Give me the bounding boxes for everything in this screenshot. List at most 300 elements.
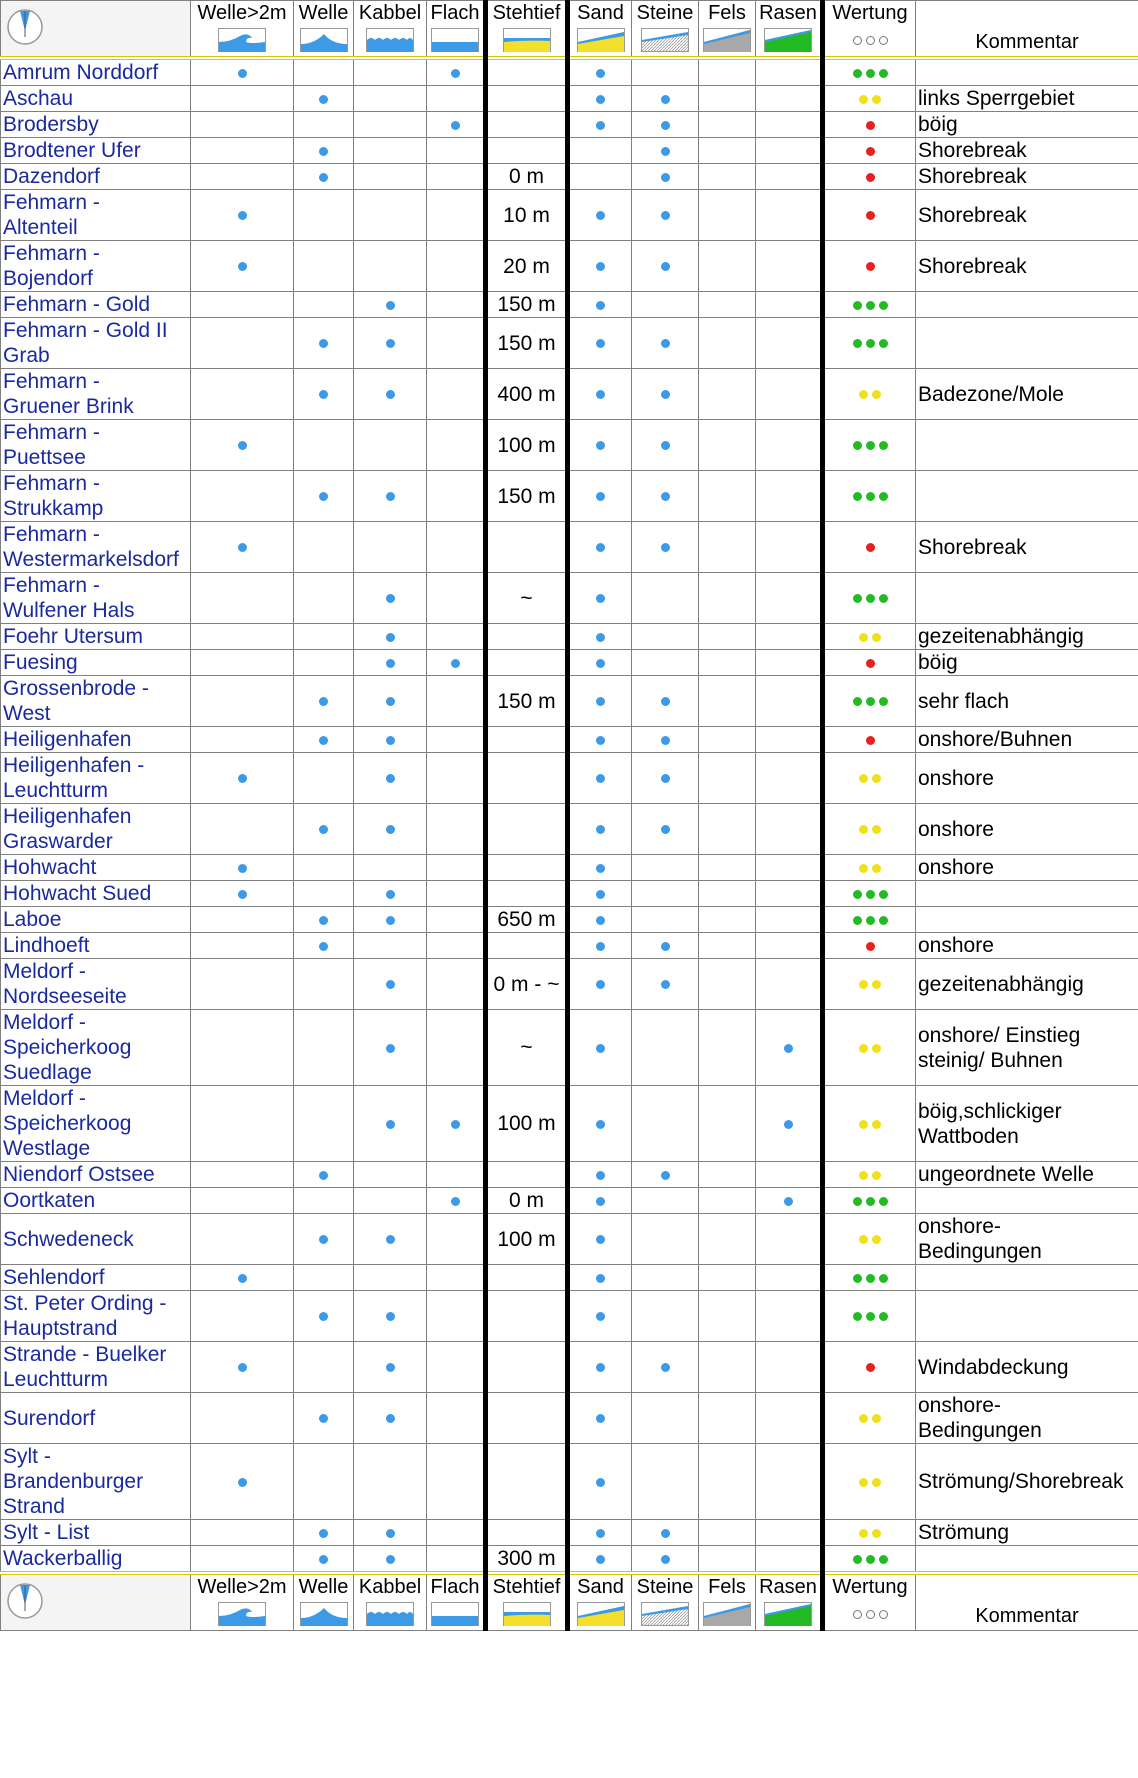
comment-cell: sehr flach <box>916 676 1138 727</box>
column-header-stehtief <box>486 1573 568 1631</box>
spot-link[interactable] <box>3 574 135 622</box>
flag-cell <box>756 676 823 727</box>
rating-cell <box>823 369 916 420</box>
big-wave-icon <box>218 28 266 52</box>
flag-cell <box>699 573 756 624</box>
flag-cell <box>354 522 427 573</box>
spot-link[interactable] <box>3 370 134 418</box>
rating-dot <box>866 659 875 668</box>
column-header-fels <box>699 1573 756 1631</box>
spot-link[interactable] <box>3 882 151 905</box>
flag-cell <box>354 1546 427 1574</box>
table-row <box>1 164 1138 190</box>
flag-cell <box>632 907 699 933</box>
comment-cell <box>916 292 1138 318</box>
flag-cell <box>756 1214 823 1265</box>
marker-dot <box>386 390 395 399</box>
spot-name-cell <box>1 1291 191 1342</box>
spot-link[interactable] <box>3 728 131 751</box>
flag-cell <box>191 855 294 881</box>
flag-cell <box>699 1342 756 1393</box>
spot-link[interactable] <box>3 1521 89 1544</box>
spot-name-line: Fehmarn - <box>3 191 100 214</box>
rating-dot <box>866 543 875 552</box>
spot-link[interactable] <box>3 87 73 110</box>
flag-cell <box>568 933 632 959</box>
flag-cell <box>427 58 486 86</box>
flag-cell <box>354 86 427 112</box>
flag-cell <box>699 1393 756 1444</box>
column-header-kommentar <box>916 1573 1138 1631</box>
column-header-label: Kommentar <box>975 31 1079 53</box>
flag-cell <box>354 933 427 959</box>
spot-name-cell <box>1 881 191 907</box>
comment-cell: onshore <box>916 855 1138 881</box>
spot-link[interactable] <box>3 651 78 674</box>
rating-dot <box>872 1478 881 1487</box>
rating-dot <box>853 492 862 501</box>
flag-cell <box>699 624 756 650</box>
rating-dot <box>859 1044 868 1053</box>
rating-dot <box>853 339 862 348</box>
rating-dot <box>879 890 888 899</box>
rating-dot <box>866 121 875 130</box>
flag-cell <box>294 318 354 369</box>
rating-dot <box>859 1235 868 1244</box>
comment-cell: onshore <box>916 933 1138 959</box>
spot-name-cell <box>1 292 191 318</box>
spot-link[interactable] <box>3 1163 155 1186</box>
marker-dot <box>386 697 395 706</box>
spot-link[interactable] <box>3 1407 95 1430</box>
flag-cell <box>632 1162 699 1188</box>
table-row <box>1 881 1138 907</box>
wave-icon <box>300 1602 348 1626</box>
rating-dot <box>859 825 868 834</box>
spot-link[interactable] <box>3 293 150 316</box>
comment-cell <box>916 573 1138 624</box>
flag-cell <box>756 855 823 881</box>
marker-dot <box>661 121 670 130</box>
flag-cell <box>699 959 756 1010</box>
spot-link[interactable] <box>3 908 61 931</box>
table-row <box>1 1291 1138 1342</box>
spot-link[interactable] <box>3 421 100 469</box>
comment-cell <box>916 1188 1138 1214</box>
flag-cell <box>294 164 354 190</box>
rating-cell <box>823 292 916 318</box>
rating-dot <box>859 1171 868 1180</box>
spot-link[interactable] <box>3 625 143 648</box>
flag-cell <box>568 1520 632 1546</box>
flag-cell <box>632 112 699 138</box>
flag-cell <box>699 881 756 907</box>
spot-name-line: Hauptstrand <box>3 1317 118 1340</box>
rating-dot <box>866 147 875 156</box>
rating-cell <box>823 1265 916 1291</box>
spot-name-line: Leuchtturm <box>3 779 109 802</box>
flag-cell <box>354 471 427 522</box>
standing-depth-cell: 300 m <box>486 1546 568 1574</box>
rating-cell <box>823 933 916 959</box>
flag-cell <box>427 650 486 676</box>
marker-dot <box>386 1120 395 1129</box>
spot-link[interactable] <box>3 113 99 136</box>
flag-cell <box>568 471 632 522</box>
flag-cell <box>294 369 354 420</box>
spot-name-line: Fuesing <box>3 651 78 674</box>
marker-dot <box>386 301 395 310</box>
spot-link[interactable] <box>3 319 168 367</box>
flag-cell <box>699 164 756 190</box>
flag-cell <box>568 624 632 650</box>
rating-dot <box>853 1197 862 1206</box>
column-header-sand <box>568 1 632 59</box>
flag-cell <box>354 318 427 369</box>
flag-cell <box>568 138 632 164</box>
spot-name-cell <box>1 804 191 855</box>
flag-cell <box>568 420 632 471</box>
flag-cell <box>756 753 823 804</box>
marker-dot <box>451 69 460 78</box>
comment-cell <box>916 1086 1138 1162</box>
rating-dot <box>879 492 888 501</box>
spot-link[interactable] <box>3 1292 166 1340</box>
flag-cell <box>632 241 699 292</box>
flag-cell <box>354 753 427 804</box>
spot-name-line: Meldorf - <box>3 960 86 983</box>
spot-link[interactable] <box>3 934 89 957</box>
flag-cell <box>427 624 486 650</box>
spot-name-line: Fehmarn - <box>3 242 100 265</box>
flag-cell <box>699 112 756 138</box>
rating-cell <box>823 1162 916 1188</box>
comment-cell: Shorebreak <box>916 138 1138 164</box>
table-row <box>1 471 1138 522</box>
flag-cell <box>191 1162 294 1188</box>
rating-cell <box>823 1010 916 1086</box>
flag-cell <box>699 1520 756 1546</box>
marker-dot <box>386 1235 395 1244</box>
spot-link[interactable] <box>3 1266 105 1289</box>
column-header-fels <box>699 1 756 59</box>
rating-dot <box>879 1312 888 1321</box>
flag-cell <box>699 855 756 881</box>
flag-cell <box>427 190 486 241</box>
standing-depth-cell: 650 m <box>486 907 568 933</box>
standing-depth-icon <box>503 1602 551 1626</box>
flag-cell <box>699 58 756 86</box>
spot-link[interactable] <box>3 1343 166 1391</box>
spot-link[interactable] <box>3 1445 143 1518</box>
marker-dot <box>451 121 460 130</box>
column-header-label: Steine <box>636 2 694 24</box>
chop-icon <box>366 28 414 52</box>
sand-icon <box>577 1602 625 1626</box>
spot-name-line: Meldorf - <box>3 1087 86 1110</box>
flag-cell <box>294 1342 354 1393</box>
flag-cell <box>427 1291 486 1342</box>
spot-link[interactable] <box>3 165 100 188</box>
spot-link[interactable] <box>3 191 100 239</box>
column-header-flach <box>427 1573 486 1631</box>
flag-cell <box>568 1342 632 1393</box>
flag-cell <box>354 855 427 881</box>
marker-dot <box>386 1363 395 1372</box>
spot-name-cell <box>1 1265 191 1291</box>
flag-cell <box>756 164 823 190</box>
comment-cell: Windabdeckung <box>916 1342 1138 1393</box>
rating-dot <box>866 594 875 603</box>
spot-name-line: Heiligenhafen <box>3 728 132 751</box>
spot-name-cell <box>1 164 191 190</box>
comment-cell: Shorebreak <box>916 190 1138 241</box>
flag-cell <box>354 1188 427 1214</box>
spot-name-line: Heiligenhafen - <box>3 754 145 777</box>
rating-dot <box>866 1363 875 1372</box>
flag-cell <box>427 1010 486 1086</box>
rating-cell <box>823 522 916 573</box>
marker-dot <box>386 916 395 925</box>
flag-cell <box>568 190 632 241</box>
spot-name-cell <box>1 1214 191 1265</box>
spot-link[interactable] <box>3 242 100 290</box>
spot-name-cell <box>1 86 191 112</box>
flag-cell <box>294 1291 354 1342</box>
spot-link[interactable] <box>3 61 158 84</box>
flag-cell <box>568 292 632 318</box>
spot-name-cell <box>1 753 191 804</box>
flag-cell <box>632 881 699 907</box>
marker-dot <box>661 697 670 706</box>
spot-link[interactable] <box>3 523 179 571</box>
flag-cell <box>699 727 756 753</box>
marker-dot <box>596 864 605 873</box>
spot-name-cell <box>1 573 191 624</box>
flag-cell <box>699 471 756 522</box>
flag-cell <box>354 1291 427 1342</box>
spot-link[interactable] <box>3 1189 95 1212</box>
standing-depth-cell <box>486 804 568 855</box>
flag-cell <box>699 650 756 676</box>
rating-dot <box>866 916 875 925</box>
flag-cell <box>294 727 354 753</box>
column-header-label: Flach <box>430 1576 480 1598</box>
marker-dot <box>386 736 395 745</box>
spot-name-line: Gruener Brink <box>3 395 134 418</box>
spot-link[interactable] <box>3 1087 131 1160</box>
flag-cell <box>568 1188 632 1214</box>
comment-cell <box>916 1291 1138 1342</box>
flag-cell <box>294 241 354 292</box>
flag-cell <box>354 676 427 727</box>
rating-dot <box>872 390 881 399</box>
spot-name-line: Sehlendorf <box>3 1266 105 1289</box>
flag-cell <box>699 1265 756 1291</box>
flag-cell <box>632 318 699 369</box>
flag-cell <box>354 573 427 624</box>
flag-cell <box>756 241 823 292</box>
spot-link[interactable] <box>3 139 141 162</box>
column-header-label: Fels <box>708 2 746 24</box>
spot-link[interactable] <box>3 677 149 725</box>
marker-dot <box>661 980 670 989</box>
spot-name-line: Speicherkoog <box>3 1112 132 1135</box>
rating-cell <box>823 855 916 881</box>
spot-name-line: Dazendorf <box>3 165 100 188</box>
flag-cell <box>354 1265 427 1291</box>
flag-cell <box>191 1265 294 1291</box>
spot-name-line: Hohwacht Sued <box>3 882 152 905</box>
comment-cell: ungeordnete Welle <box>916 1162 1138 1188</box>
spot-link[interactable] <box>3 472 103 520</box>
rating-cell <box>823 420 916 471</box>
flag-cell <box>427 753 486 804</box>
flag-cell <box>699 292 756 318</box>
spot-name-line: Suedlage <box>3 1061 92 1084</box>
flag-cell <box>294 650 354 676</box>
rating-dot <box>872 1529 881 1538</box>
marker-dot <box>596 1529 605 1538</box>
flag-cell <box>756 727 823 753</box>
rating-cell <box>823 1214 916 1265</box>
rating-cell <box>823 753 916 804</box>
standing-depth-cell: 100 m <box>486 1086 568 1162</box>
rating-dot <box>859 390 868 399</box>
flag-cell <box>354 190 427 241</box>
column-header-label: Rasen <box>759 1576 817 1598</box>
comment-cell <box>916 1393 1138 1444</box>
flag-cell <box>632 1010 699 1086</box>
rating-dot <box>866 301 875 310</box>
flag-cell <box>427 1086 486 1162</box>
flag-cell <box>756 1342 823 1393</box>
standing-depth-cell <box>486 753 568 804</box>
flag-cell <box>568 959 632 1010</box>
rating-cell <box>823 471 916 522</box>
rating-cell <box>823 650 916 676</box>
table-row <box>1 676 1138 727</box>
flat-icon <box>431 1602 479 1626</box>
marker-dot <box>784 1120 793 1129</box>
marker-dot <box>661 262 670 271</box>
table-row <box>1 241 1138 292</box>
spot-name-cell <box>1 369 191 420</box>
rating-cell <box>823 1546 916 1574</box>
marker-dot <box>661 942 670 951</box>
comment-cell <box>916 1265 1138 1291</box>
spot-name-line: Meldorf - <box>3 1011 86 1034</box>
comment-line: Wattboden <box>918 1124 1019 1148</box>
rating-dot <box>866 736 875 745</box>
flag-cell <box>191 753 294 804</box>
table-row <box>1 1214 1138 1265</box>
flag-cell <box>568 1291 632 1342</box>
marker-dot <box>596 697 605 706</box>
flag-cell <box>568 676 632 727</box>
table-row <box>1 1393 1138 1444</box>
marker-dot <box>596 1274 605 1283</box>
rating-dot <box>853 697 862 706</box>
spot-link[interactable] <box>3 1011 131 1084</box>
spot-name-cell <box>1 1520 191 1546</box>
table-row <box>1 804 1138 855</box>
flag-cell <box>354 369 427 420</box>
rating-dot <box>872 774 881 783</box>
flag-cell <box>191 420 294 471</box>
flag-cell <box>427 855 486 881</box>
rating-dot <box>853 301 862 310</box>
table-row <box>1 650 1138 676</box>
lawn-icon <box>764 1602 812 1626</box>
spot-name-line: Nordseeseite <box>3 985 127 1008</box>
table-row <box>1 292 1138 318</box>
flag-cell <box>191 1444 294 1520</box>
marker-dot <box>596 262 605 271</box>
flag-cell <box>756 1162 823 1188</box>
rating-dot <box>872 1044 881 1053</box>
standing-depth-cell: 150 m <box>486 676 568 727</box>
spot-link[interactable] <box>3 1228 134 1251</box>
spot-name-cell <box>1 676 191 727</box>
marker-dot <box>596 69 605 78</box>
flag-cell <box>354 241 427 292</box>
marker-dot <box>661 339 670 348</box>
flag-cell <box>354 164 427 190</box>
spot-link[interactable] <box>3 856 96 879</box>
flag-cell <box>294 1265 354 1291</box>
marker-dot <box>596 1478 605 1487</box>
rating-dot <box>872 1171 881 1180</box>
rock-icon <box>703 1602 751 1626</box>
standing-depth-cell: 100 m <box>486 1214 568 1265</box>
flag-cell <box>294 1444 354 1520</box>
comment-cell: Shorebreak <box>916 164 1138 190</box>
flag-cell <box>191 1086 294 1162</box>
spot-link[interactable] <box>3 754 144 802</box>
marker-dot <box>661 95 670 104</box>
flag-cell <box>354 804 427 855</box>
spot-name-line: Fehmarn - <box>3 472 100 495</box>
column-header-label: Welle>2m <box>197 2 287 24</box>
standing-depth-cell <box>486 933 568 959</box>
comment-cell: Shorebreak <box>916 522 1138 573</box>
marker-dot <box>238 1363 247 1372</box>
spot-name-line: Lindhoeft <box>3 934 90 957</box>
flag-cell <box>756 573 823 624</box>
spot-link[interactable] <box>3 1547 122 1570</box>
table-row <box>1 58 1138 86</box>
marker-dot <box>319 339 328 348</box>
spot-link[interactable] <box>3 960 127 1008</box>
spot-name-cell <box>1 650 191 676</box>
comment-cell: onshore <box>916 753 1138 804</box>
column-header-kabbel <box>354 1573 427 1631</box>
spot-link[interactable] <box>3 805 131 853</box>
spot-name-line: Strande - Buelker <box>3 1343 167 1366</box>
rating-dot <box>866 339 875 348</box>
flag-cell <box>294 881 354 907</box>
marker-dot <box>596 1120 605 1129</box>
flag-cell <box>294 58 354 86</box>
flag-cell <box>427 959 486 1010</box>
flag-cell <box>699 1086 756 1162</box>
marker-dot <box>596 492 605 501</box>
table-row <box>1 1520 1138 1546</box>
flag-cell <box>191 1546 294 1574</box>
spot-name-line: Bojendorf <box>3 267 93 290</box>
comment-cell <box>916 1214 1138 1265</box>
